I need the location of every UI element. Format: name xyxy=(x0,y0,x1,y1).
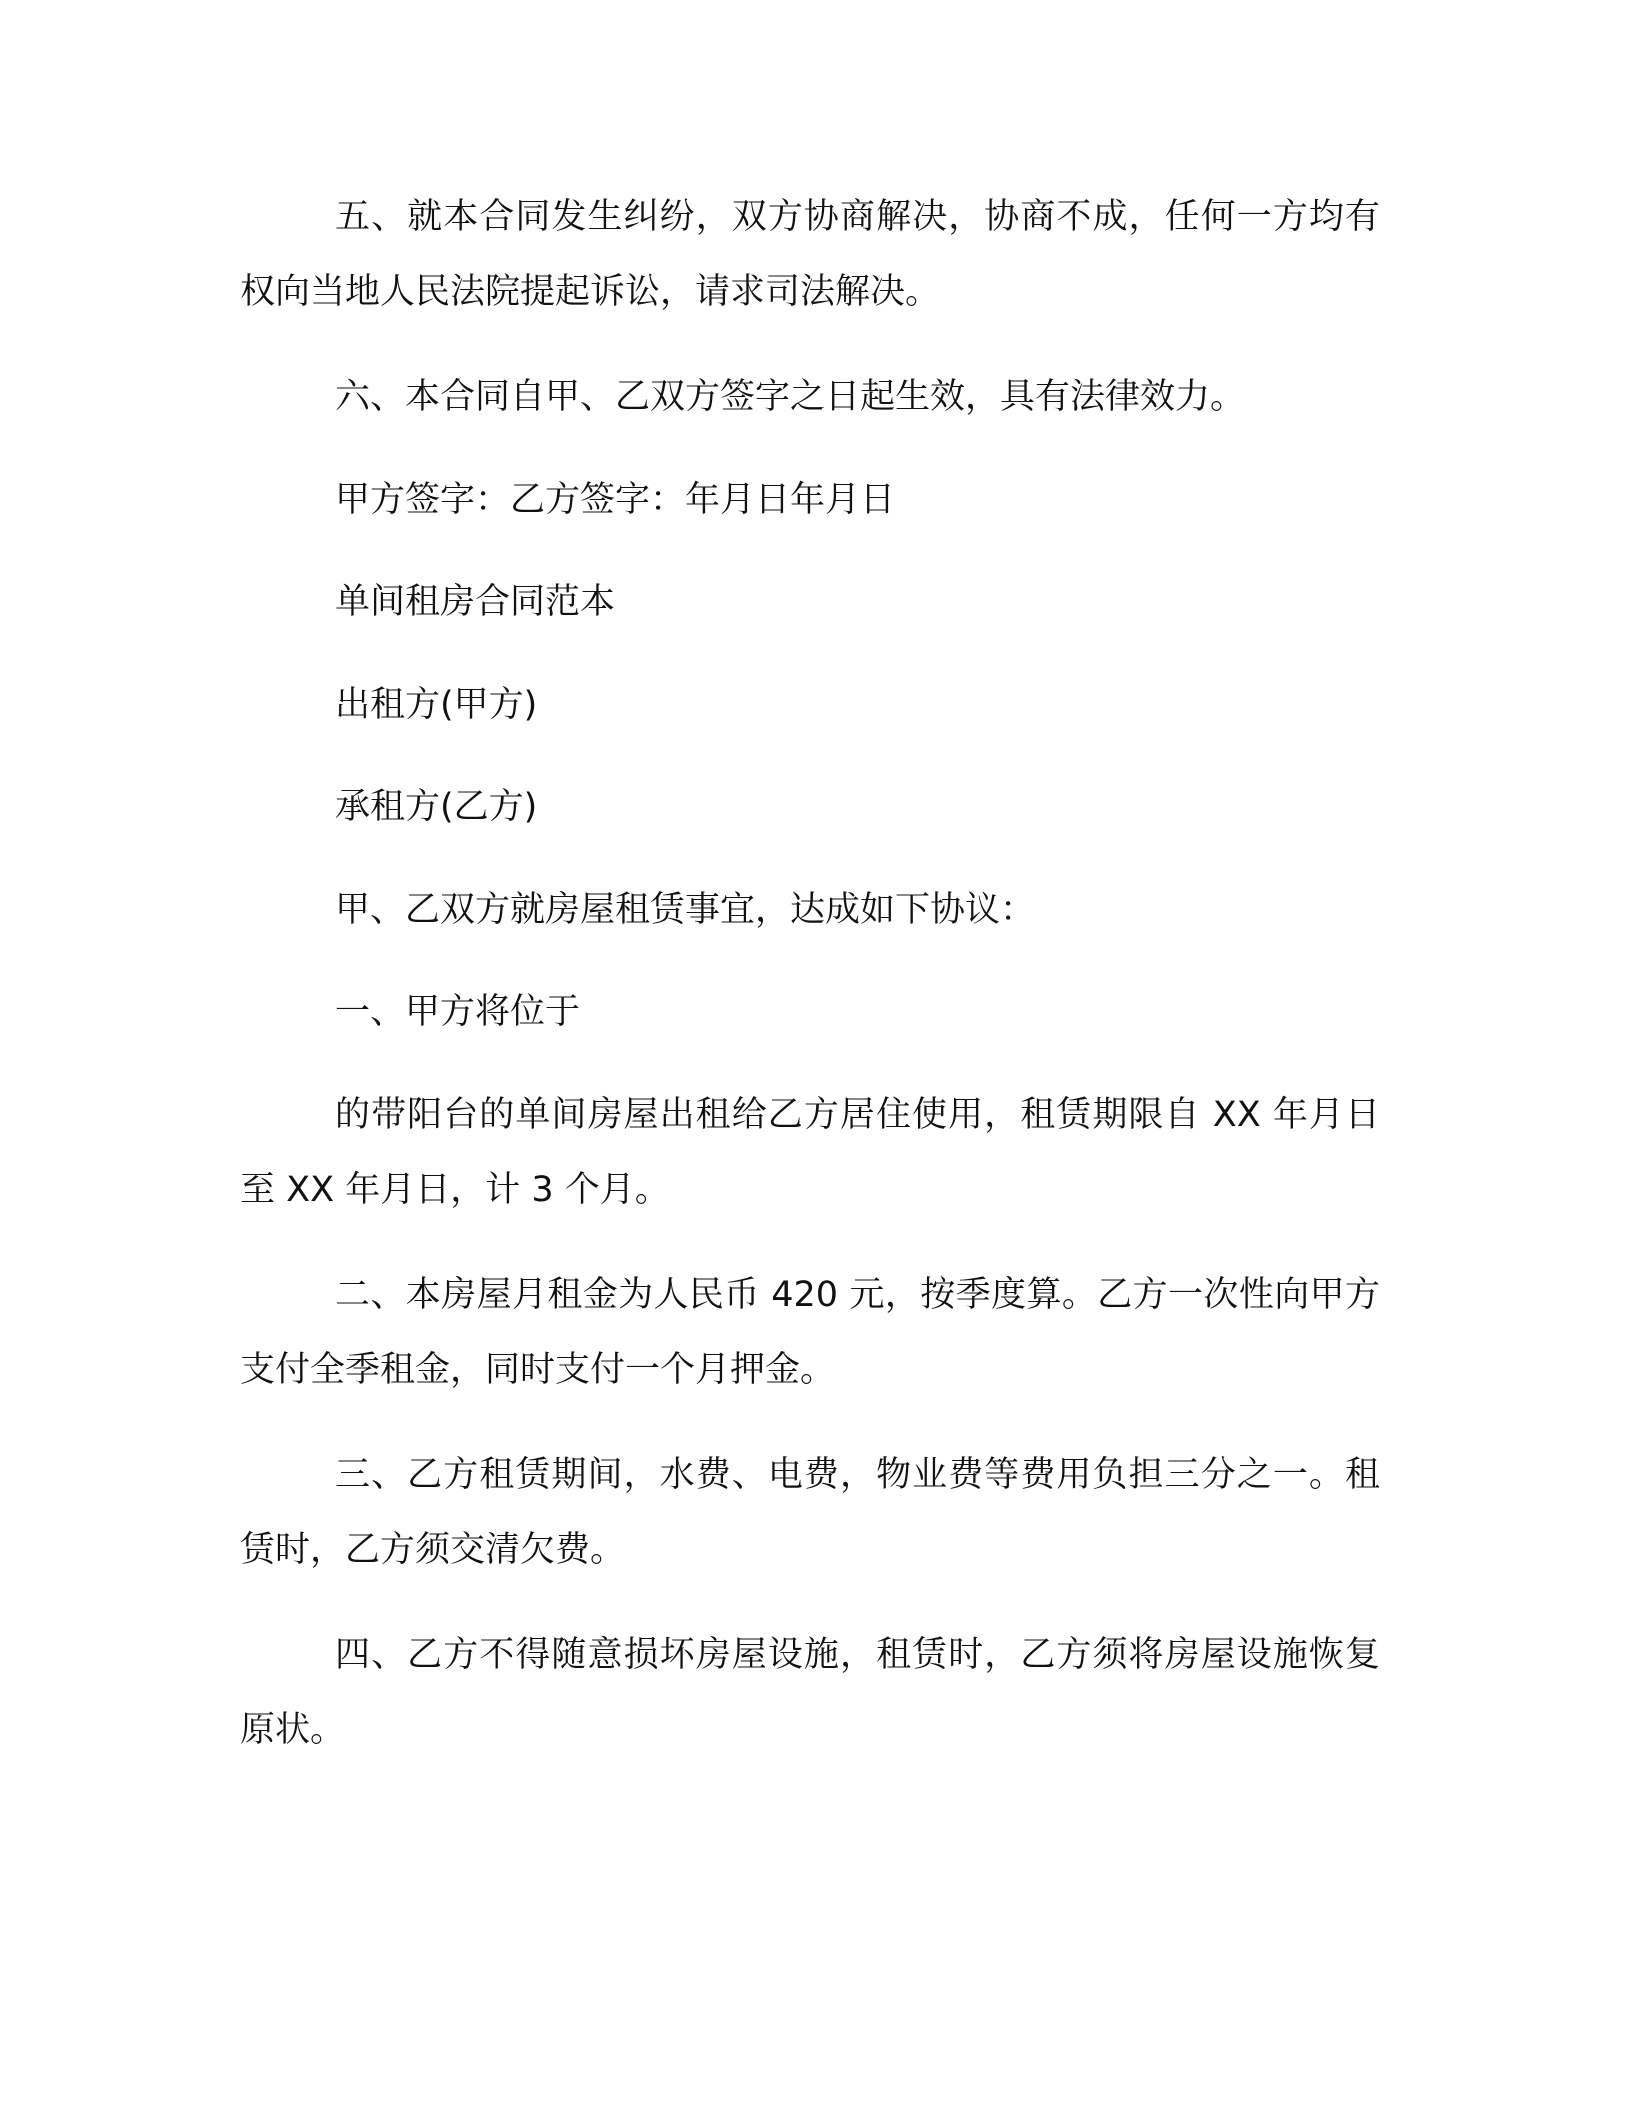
clause-one-term: 的带阳台的单间房屋出租给乙方居住使用，租赁期限自 XX 年月日至 XX 年月日，计 3 个月。 xyxy=(240,1095,1380,1210)
lessor-line: 出租方(甲方) xyxy=(335,685,538,725)
clause-one-location: 一、甲方将位于 xyxy=(335,992,581,1032)
clause-five-dispute: 五、就本合同发生纠纷，双方协商解决，协商不成，任何一方均有权向当地人民法院提起诉讼，请求司法解决。 xyxy=(240,197,1380,312)
signature-line: 甲方签字：乙方签字：年月日年月日 xyxy=(335,480,896,520)
contract-title: 单间租房合同范本 xyxy=(335,582,616,622)
lessee-line: 承租方(乙方) xyxy=(335,787,538,827)
clause-six-effective: 六、本合同自甲、乙双方签字之日起生效，具有法律效力。 xyxy=(335,377,1246,417)
clause-two-rent: 二、本房屋月租金为人民币 420 元，按季度算。乙方一次性向甲方支付全季租金，同时支付一个月押金。 xyxy=(240,1275,1380,1390)
clause-three-fees: 三、乙方租赁期间，水费、电费，物业费等费用负担三分之一。租赁时，乙方须交清欠费。 xyxy=(240,1455,1380,1570)
clause-four-facilities: 四、乙方不得随意损坏房屋设施，租赁时，乙方须将房屋设施恢复原状。 xyxy=(240,1635,1380,1750)
agreement-intro: 甲、乙双方就房屋租赁事宜，达成如下协议： xyxy=(335,890,1036,930)
